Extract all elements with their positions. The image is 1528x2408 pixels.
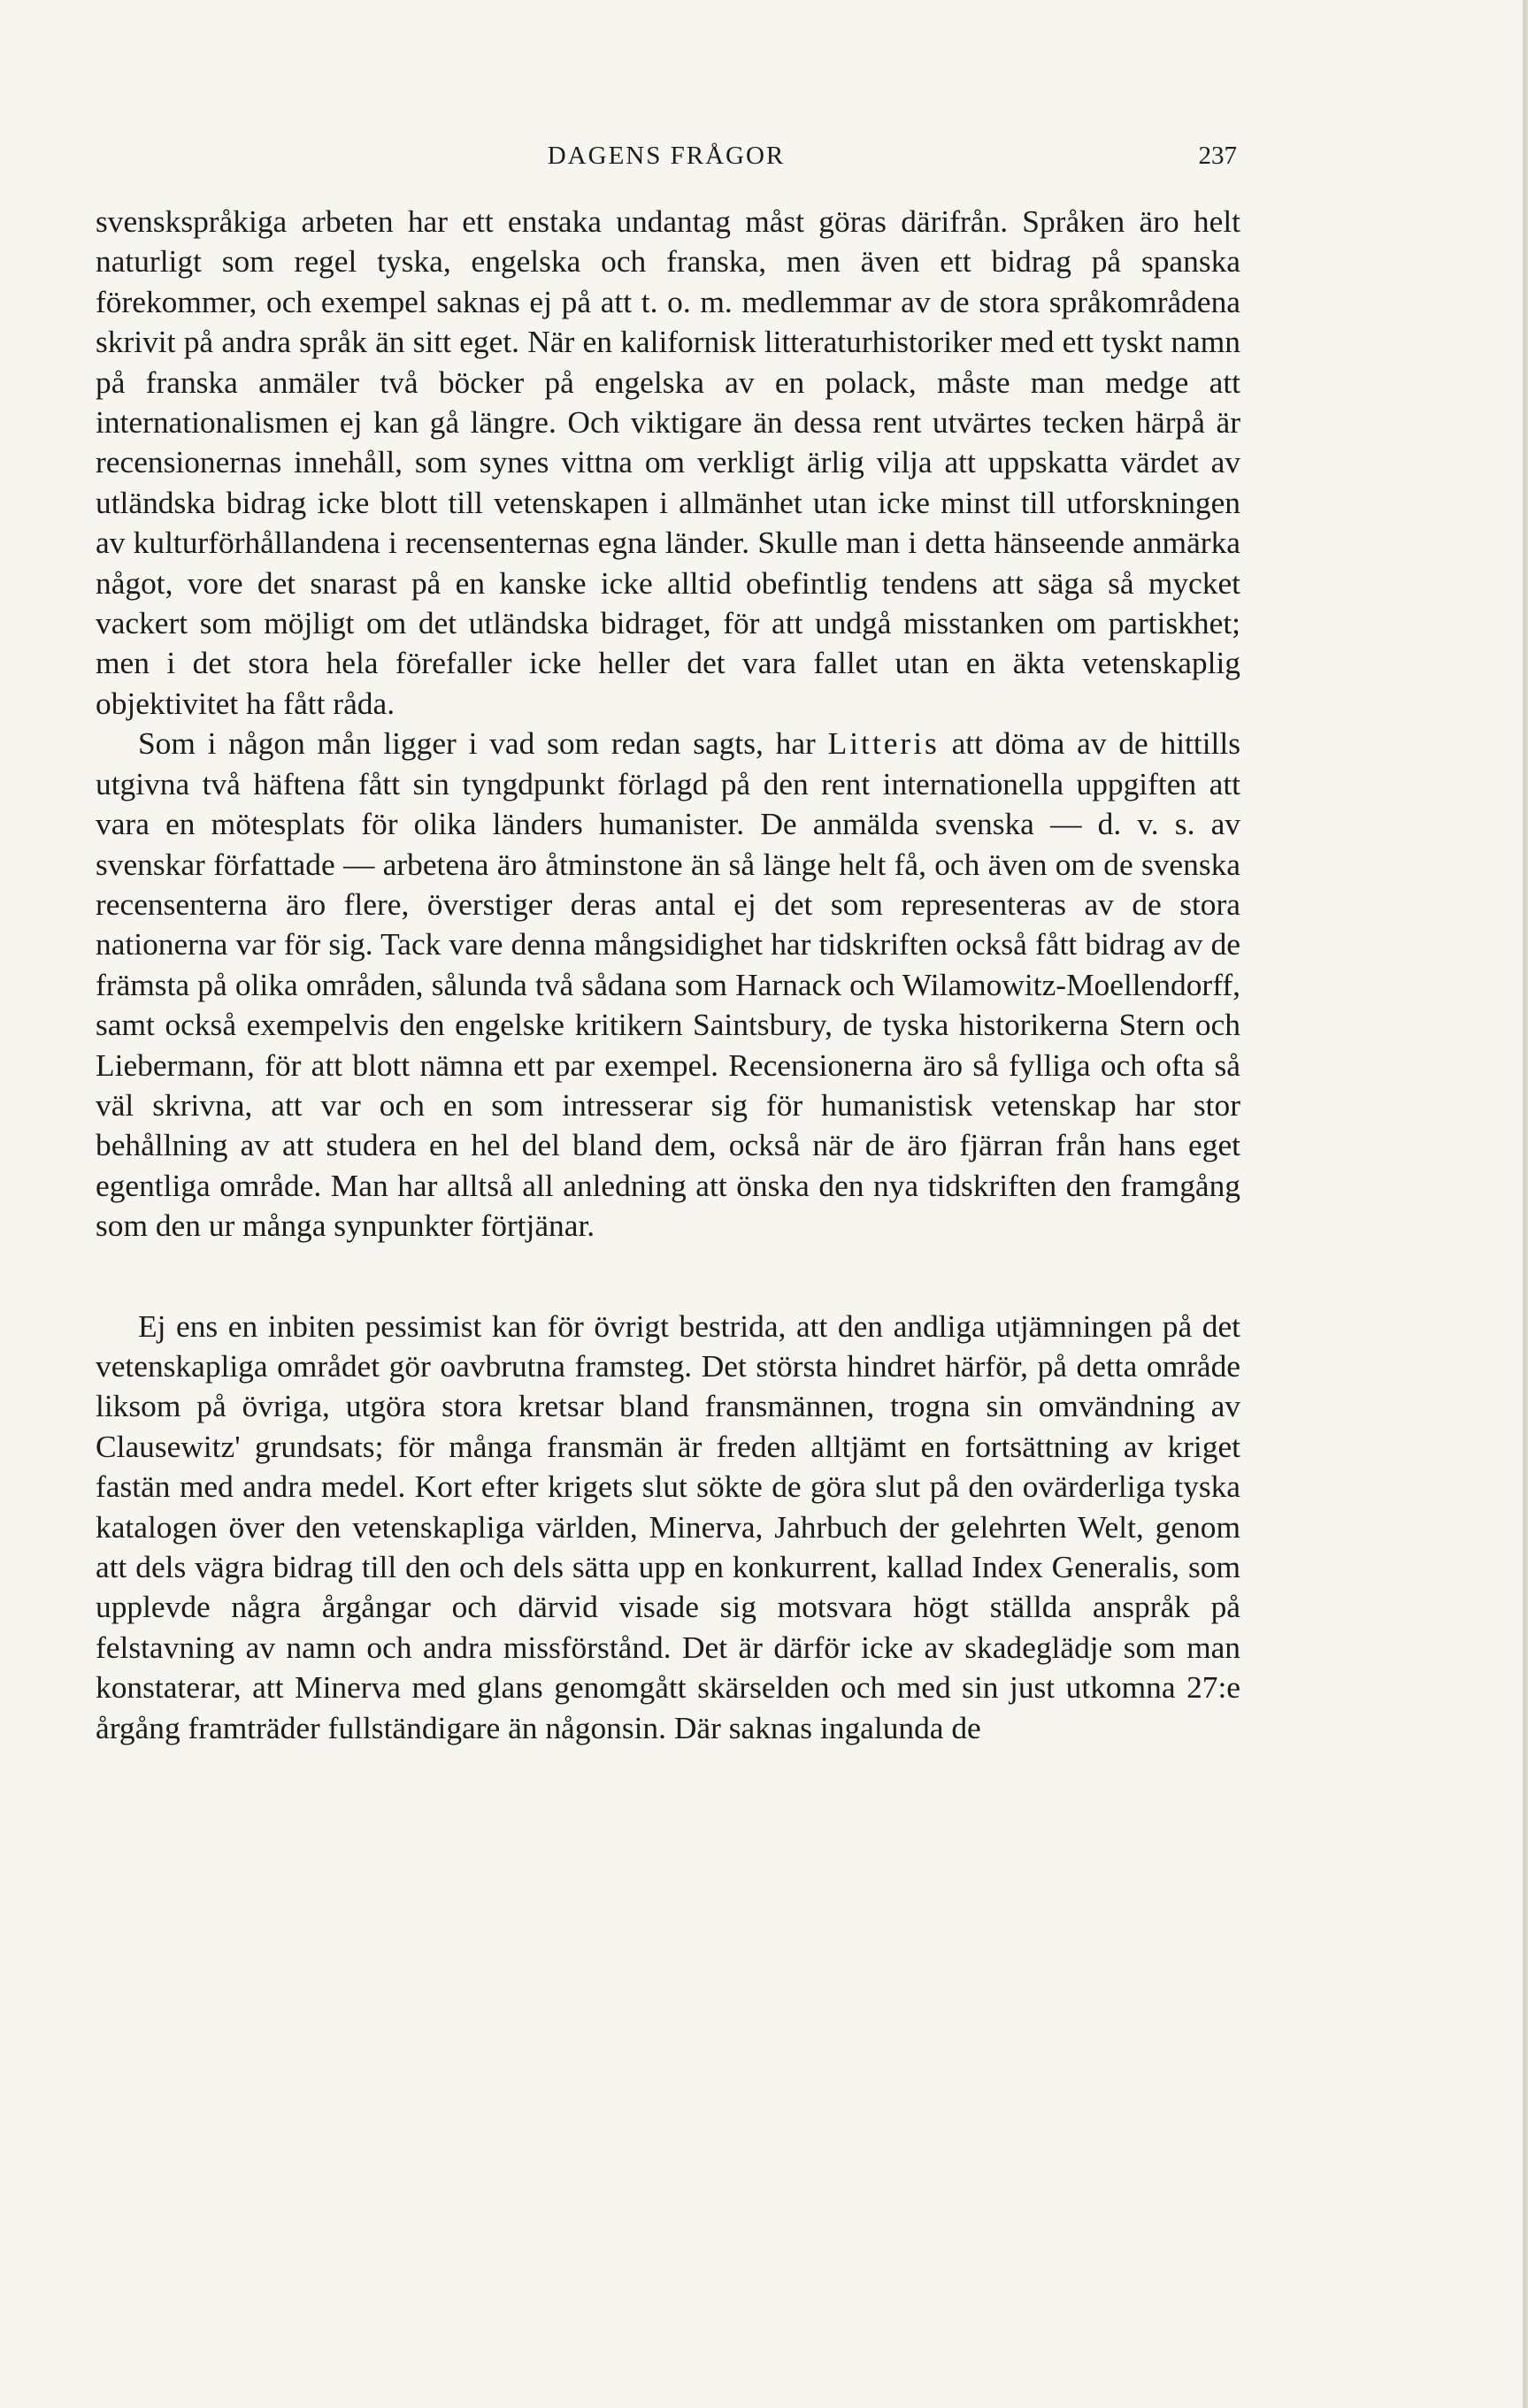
paragraph-1: svenskspråkiga arbeten har ett enstaka undantag måst göras därifrån. Språken äro helt naturligt som regel tyska, engelska och franska, men även ett bidrag på spanska förekommer, och exempel saknas ej på att t. o. m. medlemmar av de stora språkområdena skrivit på andra språk än sitt eget. När en kalifornisk litteraturhistoriker med ett tyskt namn på franska anmäler två böcker på engelska av en polack, måste man medge att internationalismen ej kan gå längre. Och viktigare än dessa rent utvärtes tecken härpå är recensionernas innehåll, som synes vittna om verkligt ärlig vilja att uppskatta värdet av utländska bidrag icke blott till vetenskapen i allmänhet utan icke minst till utforskningen av kulturförhållandena i recensenternas egna länder. Skulle man i detta hänseende anmärka något, vore det snarast på en kanske icke alltid obefintlig tendens att säga så mycket vackert som möjligt om det utländska bidraget, för att undgå misstanken om partiskhet; men i det stora hela förefaller icke heller det vara fallet utan en äkta vetenskaplig objektivitet ha fått råda.: [96, 203, 1240, 721]
running-head: [96, 142, 1237, 177]
page-number: 237: [1198, 142, 1237, 170]
paragraph-2-start: Som i någon mån ligger i vad som redan sagts, har: [138, 725, 816, 762]
section-gap: [96, 1246, 1240, 1307]
paragraph-2: [96, 724, 1240, 1246]
page-edge: [1523, 0, 1528, 2408]
paragraph-2-rest: att döma av de hittills utgivna två häftena fått sin tyngdpunkt förlagd på den rent internationella uppgiften att vara en mötesplats för olika länders humanister. De anmälda svenska — d. v. s. av svenskar författade — arbetena äro åtminstone än så länge helt få, och även om de svenska recensenterna äro flere, överstiger deras antal ej det som representeras av de stora nationerna var för sig. Tack vare denna mångsidighet har tidskriften också fått bidrag av de främsta på olika områden, sålunda två sådana som Harnack och Wilamowitz-Moellendorff, samt också exempelvis den engelske kritikern Saintsbury, de tyska historikerna Stern och Liebermann, för att blott nämna ett par exempel. Recensionerna äro så fylliga och ofta så väl skrivna, att var och en som intresserar sig för humanistisk vetenskap har stor behållning av att studera en hel del bland dem, också när de äro fjärran från hans eget egentliga område. Man har alltså all anledning att önska den nya tidskriften den framgång som den ur många synpunkter förtjänar.: [96, 725, 1240, 1244]
paragraph-3: Ej ens en inbiten pessimist kan för övrigt bestrida, att den andliga utjämningen på det vetenskapliga området gör oavbrutna framsteg. Det största hindret härför, på detta område liksom på övriga, utgöra stora kretsar bland fransmännen, trogna sin omvändning av Clausewitz' grundsats; för många fransmän är freden alltjämt en fortsättning av kriget fastän med andra medel. Kort efter krigets slut sökte de göra slut på den ovärderliga tyska katalogen över den vetenskapliga världen, Minerva, Jahrbuch der gelehrten Welt, genom att dels vägra bidrag till den och dels sätta upp en konkurrent, kallad Index Generalis, som upplevde några årgångar och därvid visade sig motsvara högt ställda anspråk på felstavning av namn och andra missförstånd. Det är därför icke av skadeglädje som man konstaterar, att Minerva med glans genomgått skärselden och med sin just utkomna 27:e årgång framträder fullständigare än någonsin. Där saknas ingalunda de: [96, 1308, 1240, 1745]
journal-name: Litteris: [827, 725, 940, 762]
body-text: [96, 202, 1240, 1748]
running-title: DAGENS FRÅGOR: [547, 142, 786, 170]
